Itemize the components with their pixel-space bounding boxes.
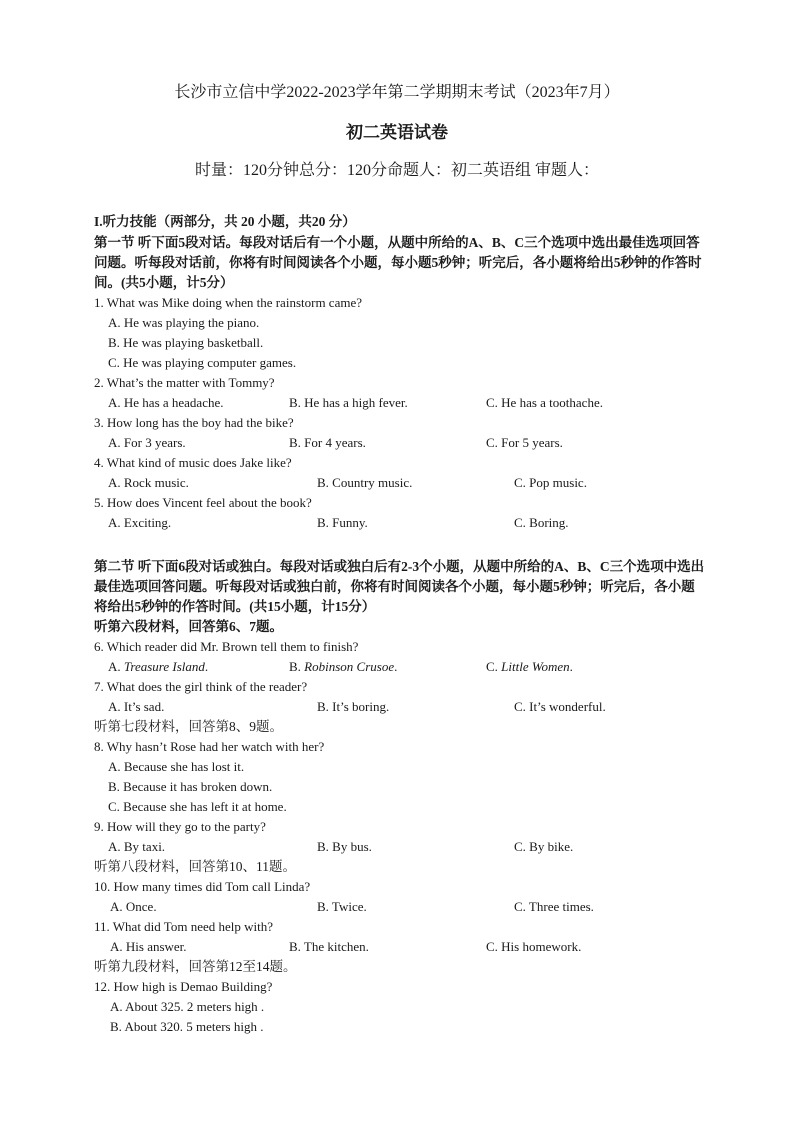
q8-option-a: A. Because she has lost it. <box>108 759 245 774</box>
q9-option-c: C. By bike. <box>514 839 574 854</box>
exam-meta: 时量：120分钟总分：120分命题人：初二英语组 审题人： <box>194 162 599 179</box>
option-row <box>0 1017 794 1037</box>
q11-option-a: A. His answer. <box>110 939 187 954</box>
q3-option-c: C. For 5 years. <box>486 435 563 450</box>
question-10: 10. How many times did Tom call Linda? <box>94 879 311 894</box>
question-6: 6. Which reader did Mr. Brown tell them to finish? <box>94 639 359 654</box>
option-row <box>0 697 794 717</box>
part-heading: I.听力技能（两部分，共 20 小题，共20 分） <box>94 214 356 229</box>
option-row <box>0 997 794 1017</box>
exam-subtitle: 初二英语试卷 <box>346 123 448 142</box>
q2-option-c: C. He has a toothache. <box>486 395 603 410</box>
option-row <box>0 657 794 677</box>
exam-title: 长沙市立信中学2022-2023学年第二学期期末考试（2023年7月） <box>174 84 620 101</box>
option-row <box>0 313 794 333</box>
q6-option-a: A. Treasure Island. <box>108 659 209 674</box>
q4-option-c: C. Pop music. <box>514 475 587 490</box>
q1-option-c: C. He was playing computer games. <box>108 355 297 370</box>
q1-option-a: A. He was playing the piano. <box>108 315 260 330</box>
question-row <box>0 817 794 837</box>
q7-option-a: A. It’s sad. <box>108 699 165 714</box>
question-row <box>0 677 794 697</box>
material-9-heading: 听第九段材料，回答第12至14题。 <box>94 959 297 974</box>
q10-option-b: B. Twice. <box>317 899 367 914</box>
q8-option-b: B. Because it has broken down. <box>108 779 273 794</box>
q9-option-a: A. By taxi. <box>108 839 166 854</box>
option-row <box>0 757 794 777</box>
question-2: 2. What’s the matter with Tommy? <box>94 375 275 390</box>
q7-option-c: C. It’s wonderful. <box>514 699 606 714</box>
q4-option-b: B. Country music. <box>317 475 413 490</box>
question-row <box>0 453 794 473</box>
question-row <box>0 877 794 897</box>
section2-instructions: 第二节 听下面6段对话或独白。每段对话或独白后有2-3个小题，从题中所给的A、B、C三个选项中选出最佳选项回答问题。听每段对话或独白前，你将有时间阅读各个小题，每小题5秒钟；听完后，各小题将给出5秒钟的作答时间。(共15小题，计15分） <box>94 559 705 614</box>
q6-option-c: C. Little Women. <box>486 659 573 674</box>
q10-option-a: A. Once. <box>110 899 157 914</box>
option-row <box>0 333 794 353</box>
question-row <box>0 917 794 937</box>
option-row <box>0 797 794 817</box>
option-row <box>0 393 794 413</box>
question-11: 11. What did Tom need help with? <box>94 919 274 934</box>
question-3: 3. How long has the boy had the bike? <box>94 415 294 430</box>
q12-option-b: B. About 320. 5 meters high . <box>110 1019 264 1034</box>
q3-option-a: A. For 3 years. <box>108 435 186 450</box>
q1-option-b: B. He was playing basketball. <box>108 335 264 350</box>
q12-option-a: A. About 325. 2 meters high . <box>110 999 265 1014</box>
q2-option-a: A. He has a headache. <box>108 395 224 410</box>
question-12: 12. How high is Demao Building? <box>94 979 273 994</box>
material-6-heading: 听第六段材料，回答第6、7题。 <box>94 619 283 634</box>
question-row <box>0 493 794 513</box>
question-7: 7. What does the girl think of the reader? <box>94 679 308 694</box>
material-8-heading: 听第八段材料，回答第10、11题。 <box>94 859 296 874</box>
q5-option-a: A. Exciting. <box>108 515 172 530</box>
q11-option-c: C. His homework. <box>486 939 582 954</box>
q6-option-b: B. Robinson Crusoe. <box>289 659 398 674</box>
question-1: 1. What was Mike doing when the rainstorm came? <box>94 295 362 310</box>
q9-option-b: B. By bus. <box>317 839 372 854</box>
q4-option-a: A. Rock music. <box>108 475 189 490</box>
question-row <box>0 637 794 657</box>
question-row <box>0 737 794 757</box>
q2-option-b: B. He has a high fever. <box>289 395 408 410</box>
option-row <box>0 353 794 373</box>
question-row <box>0 293 794 313</box>
q10-option-c: C. Three times. <box>514 899 594 914</box>
q3-option-b: B. For 4 years. <box>289 435 366 450</box>
option-row <box>0 777 794 797</box>
question-5: 5. How does Vincent feel about the book? <box>94 495 312 510</box>
question-row <box>0 413 794 433</box>
question-9: 9. How will they go to the party? <box>94 819 266 834</box>
material-7-heading: 听第七段材料，回答第8、9题。 <box>94 719 283 734</box>
option-row <box>0 513 794 533</box>
question-row <box>0 977 794 997</box>
option-row <box>0 473 794 493</box>
q11-option-b: B. The kitchen. <box>289 939 369 954</box>
q7-option-b: B. It’s boring. <box>317 699 390 714</box>
question-8: 8. Why hasn’t Rose had her watch with her? <box>94 739 325 754</box>
option-row <box>0 897 794 917</box>
q5-option-b: B. Funny. <box>317 515 368 530</box>
option-row <box>0 837 794 857</box>
option-row <box>0 433 794 453</box>
section1-instructions: 第一节 听下面5段对话。每段对话后有一个小题，从题中所给的A、B、C三个选项中选出最佳选项回答问题。听每段对话前，你将有时间阅读各个小题，每小题5秒钟；听完后，各小题将给出5秒钟的作答时间。(共5小题，计5分） <box>94 235 702 290</box>
q8-option-c: C. Because she has left it at home. <box>108 799 287 814</box>
question-row <box>0 373 794 393</box>
option-row <box>0 937 794 957</box>
question-4: 4. What kind of music does Jake like? <box>94 455 292 470</box>
q5-option-c: C. Boring. <box>514 515 569 530</box>
